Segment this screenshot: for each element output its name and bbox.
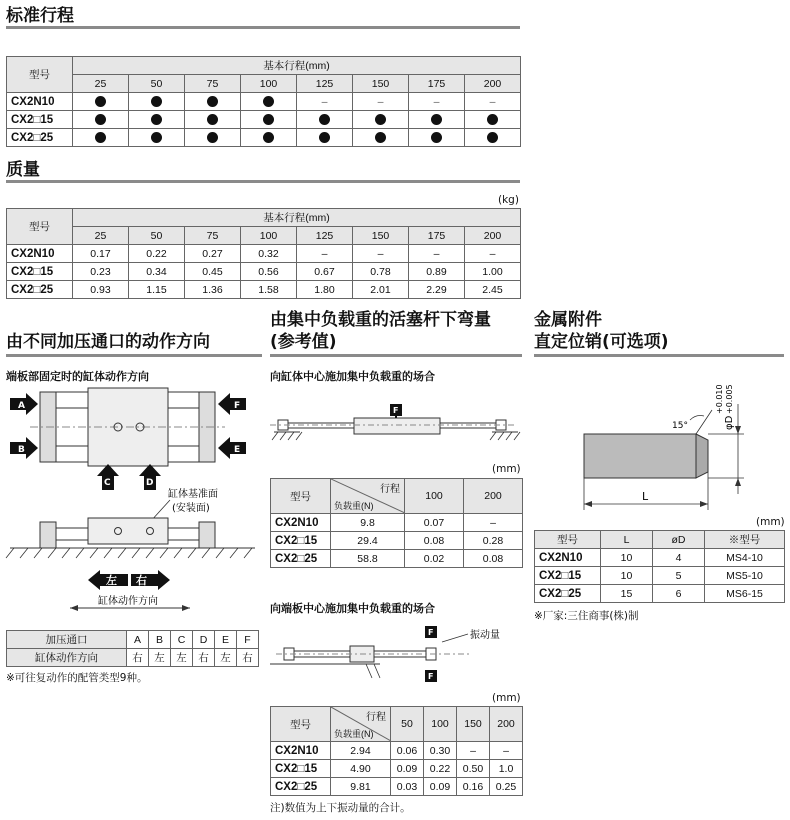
availability-cell	[185, 111, 241, 129]
available-dot	[151, 132, 162, 143]
availability-cell	[409, 129, 465, 147]
stroke-cell: 25	[73, 227, 129, 245]
availability-cell	[73, 93, 129, 111]
stroke-cell: 25	[73, 75, 129, 93]
mass-cell: –	[465, 245, 521, 263]
deflection-note: 注)数值为上下振动量的合计。	[270, 802, 411, 814]
direction-title: 由不同加压通口的动作方向	[6, 332, 210, 352]
deflection-cell: 0.50	[457, 760, 490, 778]
unavailable-dash: –	[321, 95, 328, 108]
stroke-cell: 150	[353, 75, 409, 93]
end-load-body	[271, 742, 523, 796]
table-row	[271, 760, 523, 778]
deflection-cell: 0.07	[405, 514, 464, 532]
availability-cell	[185, 93, 241, 111]
standard-stroke-title: 标准行程	[6, 6, 74, 26]
direction-cell: 右	[237, 649, 259, 667]
deflection-cell: –	[490, 742, 523, 760]
available-dot	[95, 96, 106, 107]
ref-surface-sub: (安装面)	[172, 503, 210, 514]
mass-cell: 2.29	[409, 281, 465, 299]
force-label: F	[393, 406, 399, 415]
center-load-diagram	[270, 398, 522, 456]
direction-cell: 右	[127, 649, 149, 667]
stroke-header: 基本行程(mm)	[73, 57, 521, 75]
table-header-row	[7, 209, 521, 227]
stroke-header: 行程	[380, 484, 400, 495]
deflection-sub1: 向缸体中心施加集中负载重的场合	[270, 370, 435, 383]
table-row	[7, 281, 521, 299]
direction-table	[6, 630, 259, 667]
table-row	[7, 111, 521, 129]
availability-cell	[353, 111, 409, 129]
mass-cell: 2.45	[465, 281, 521, 299]
load-header: 负载重(N)	[334, 729, 374, 739]
direction-note: ※可往复动作的配管类型9种。	[6, 672, 148, 684]
pin-cell: MS6-15	[705, 585, 785, 603]
port-cell: B	[149, 631, 171, 649]
availability-cell	[185, 129, 241, 147]
stroke-row	[7, 75, 521, 93]
availability-cell	[73, 129, 129, 147]
available-dot	[375, 114, 386, 125]
table-header-row	[535, 531, 785, 549]
mass-cell: 0.89	[409, 263, 465, 281]
pin-cell: 5	[653, 567, 705, 585]
deflection-cell: 1.0	[490, 760, 523, 778]
pin-header: ※型号	[705, 531, 785, 549]
stroke-header: 行程	[366, 712, 386, 723]
tol-lower: +0.005	[725, 384, 734, 414]
load-cell: 58.8	[331, 550, 405, 568]
model-cell: CX2□25	[271, 550, 331, 568]
deflection-cell: 0.25	[490, 778, 523, 796]
stroke-cell: 75	[185, 75, 241, 93]
mass-cell: 1.80	[297, 281, 353, 299]
availability-cell	[129, 93, 185, 111]
table-row	[271, 742, 523, 760]
stroke-cell: 200	[490, 707, 523, 742]
table-row	[7, 263, 521, 281]
availability-cell	[409, 111, 465, 129]
ref-surface-label: 缸体基准面	[168, 489, 218, 500]
deflection-cell: 0.09	[424, 778, 457, 796]
deflection-cell: 0.02	[405, 550, 464, 568]
stroke-cell: 100	[405, 479, 464, 514]
table-row	[7, 631, 259, 649]
table-row	[7, 245, 521, 263]
stroke-cell: 75	[185, 227, 241, 245]
model-cell: CX2□25	[7, 129, 73, 147]
mass-cell: –	[409, 245, 465, 263]
pin-cell: 4	[653, 549, 705, 567]
deflection-cell: 0.03	[391, 778, 424, 796]
mass-cell: 0.56	[241, 263, 297, 281]
available-dot	[207, 96, 218, 107]
table-row	[271, 514, 523, 532]
table-row	[535, 549, 785, 567]
diagonal-header-cell	[331, 479, 405, 514]
table-row	[271, 550, 523, 568]
tol-upper: +0.010	[715, 384, 724, 414]
table-header-row	[271, 479, 523, 514]
stroke-cell: 125	[297, 227, 353, 245]
pin-table	[534, 530, 785, 603]
direction-cell: 左	[215, 649, 237, 667]
unavailable-dash: –	[489, 95, 496, 108]
availability-cell	[241, 111, 297, 129]
available-dot	[431, 132, 442, 143]
vibration-label: 振动量	[470, 630, 500, 641]
table-row	[7, 93, 521, 111]
deflection-cell: –	[464, 514, 523, 532]
stroke-cell: 175	[409, 227, 465, 245]
stroke-header: 基本行程(mm)	[73, 209, 521, 227]
availability-cell	[129, 129, 185, 147]
port-b-label: B	[18, 445, 25, 455]
deflection-unit1: (mm)	[492, 463, 521, 475]
availability-cell	[241, 129, 297, 147]
title-underline	[534, 354, 784, 357]
stroke-row	[7, 227, 521, 245]
model-cell: CX2□15	[7, 111, 73, 129]
mass-cell: 0.45	[185, 263, 241, 281]
load-cell: 9.81	[331, 778, 391, 796]
pin-body	[535, 549, 785, 603]
pin-header: øD	[653, 531, 705, 549]
availability-cell	[353, 93, 409, 111]
end-load-diagram	[270, 620, 522, 686]
port-f-label: F	[234, 401, 241, 411]
stroke-cell: 175	[409, 75, 465, 93]
direction-cell: 右	[193, 649, 215, 667]
pin-cell: 6	[653, 585, 705, 603]
mass-cell: 1.00	[465, 263, 521, 281]
mass-body	[7, 245, 521, 299]
model-header: 型号	[7, 57, 73, 93]
pin-cell: MS4-10	[705, 549, 785, 567]
model-cell: CX2N10	[7, 245, 73, 263]
model-cell: CX2□15	[7, 263, 73, 281]
mass-cell: 0.34	[129, 263, 185, 281]
stroke-cell: 200	[464, 479, 523, 514]
model-cell: CX2N10	[7, 93, 73, 111]
mass-cell: 0.23	[73, 263, 129, 281]
table-row	[7, 129, 521, 147]
deflection-cell: 0.08	[464, 550, 523, 568]
deflection-cell: 0.22	[424, 760, 457, 778]
stroke-cell: 200	[465, 227, 521, 245]
pin-cell: 15	[601, 585, 653, 603]
mass-cell: 0.93	[73, 281, 129, 299]
mass-cell: 1.58	[241, 281, 297, 299]
center-load-table	[270, 478, 523, 568]
availability-cell	[297, 129, 353, 147]
load-cell: 4.90	[331, 760, 391, 778]
available-dot	[487, 114, 498, 125]
available-dot	[319, 132, 330, 143]
available-dot	[375, 132, 386, 143]
mass-cell: 2.01	[353, 281, 409, 299]
stroke-cell: 50	[129, 75, 185, 93]
availability-cell	[297, 111, 353, 129]
end-load-table	[270, 706, 523, 796]
availability-cell	[409, 93, 465, 111]
diagonal-header-cell	[331, 707, 391, 742]
load-cell: 29.4	[331, 532, 405, 550]
pin-note: ※厂家:三住商事(株)制	[534, 610, 639, 622]
stroke-cell: 125	[297, 75, 353, 93]
stroke-cell: 50	[129, 227, 185, 245]
deflection-cell: 0.08	[405, 532, 464, 550]
availability-cell	[73, 111, 129, 129]
title-underline	[270, 354, 522, 357]
move-direction-label: 缸体动作方向	[98, 596, 158, 607]
title-underline	[6, 26, 520, 29]
row-label: 加压通口	[7, 631, 127, 649]
available-dot	[263, 96, 274, 107]
table-row	[271, 532, 523, 550]
load-header: 负载重(N)	[334, 501, 374, 511]
model-cell: CX2N10	[271, 514, 331, 532]
available-dot	[151, 114, 162, 125]
available-dot	[431, 114, 442, 125]
deflection-sub2: 向端板中心施加集中负载重的场合	[270, 602, 435, 615]
stroke-cell: 200	[465, 75, 521, 93]
port-cell: C	[171, 631, 193, 649]
model-cell: CX2N10	[271, 742, 331, 760]
row-label: 缸体动作方向	[7, 649, 127, 667]
mass-cell: 0.17	[73, 245, 129, 263]
port-cell: D	[193, 631, 215, 649]
pin-cell: MS5-10	[705, 567, 785, 585]
port-cell: A	[127, 631, 149, 649]
mass-cell: 0.32	[241, 245, 297, 263]
load-cell: 9.8	[331, 514, 405, 532]
table-row	[535, 567, 785, 585]
stroke-cell: 100	[241, 75, 297, 93]
table-header-row	[271, 707, 523, 742]
port-d-label: D	[146, 478, 154, 488]
mass-table	[6, 208, 521, 299]
dim-phi: φD	[724, 415, 735, 430]
force-label-top: F	[428, 628, 434, 637]
model-cell: CX2□25	[7, 281, 73, 299]
standard-stroke-body	[7, 93, 521, 147]
available-dot	[263, 114, 274, 125]
pin-cell: 10	[601, 567, 653, 585]
direction-subtitle: 端板部固定时的缸体动作方向	[6, 370, 149, 383]
model-cell: CX2N10	[535, 549, 601, 567]
mass-cell: 1.15	[129, 281, 185, 299]
deflection-title: 由集中负载重的活塞杆下弯量	[270, 310, 491, 330]
available-dot	[319, 114, 330, 125]
availability-cell	[353, 129, 409, 147]
deflection-unit2: (mm)	[492, 692, 521, 704]
model-cell: CX2□25	[535, 585, 601, 603]
available-dot	[487, 132, 498, 143]
title-underline	[6, 354, 262, 357]
model-cell: CX2□15	[535, 567, 601, 585]
mass-cell: 0.27	[185, 245, 241, 263]
availability-cell	[241, 93, 297, 111]
mass-cell: 1.36	[185, 281, 241, 299]
mass-cell: 0.67	[297, 263, 353, 281]
deflection-cell: 0.28	[464, 532, 523, 550]
available-dot	[263, 132, 274, 143]
mass-cell: 0.78	[353, 263, 409, 281]
stroke-cell: 150	[457, 707, 490, 742]
unavailable-dash: –	[433, 95, 440, 108]
center-load-body	[271, 514, 523, 568]
cylinder-direction-diagram	[0, 382, 262, 614]
port-cell: E	[215, 631, 237, 649]
stroke-cell: 50	[391, 707, 424, 742]
table-row	[271, 778, 523, 796]
deflection-cell: 0.06	[391, 742, 424, 760]
standard-stroke-table	[6, 56, 521, 147]
available-dot	[207, 132, 218, 143]
direction-body	[7, 631, 259, 667]
model-header: 型号	[7, 209, 73, 245]
pin-unit: (mm)	[756, 516, 785, 528]
mass-cell: 0.22	[129, 245, 185, 263]
available-dot	[95, 114, 106, 125]
pin-title-2: 直定位销(可选项)	[534, 332, 669, 352]
pin-header: 型号	[535, 531, 601, 549]
force-label-bottom: F	[428, 672, 434, 681]
pin-title: 金属附件	[534, 310, 602, 330]
available-dot	[95, 132, 106, 143]
table-row	[7, 649, 259, 667]
table-header-row	[7, 57, 521, 75]
deflection-cell: 0.30	[424, 742, 457, 760]
direction-cell: 左	[171, 649, 193, 667]
available-dot	[151, 96, 162, 107]
availability-cell	[465, 129, 521, 147]
availability-cell	[297, 93, 353, 111]
deflection-cell: –	[457, 742, 490, 760]
table-row	[535, 585, 785, 603]
model-cell: CX2□15	[271, 532, 331, 550]
mass-cell: –	[353, 245, 409, 263]
unavailable-dash: –	[377, 95, 384, 108]
mass-unit: (kg)	[498, 194, 519, 206]
mass-cell: –	[297, 245, 353, 263]
availability-cell	[465, 111, 521, 129]
stroke-cell: 100	[241, 227, 297, 245]
right-label: 右	[136, 574, 147, 587]
deflection-cell: 0.09	[391, 760, 424, 778]
model-cell: CX2□15	[271, 760, 331, 778]
stroke-cell: 150	[353, 227, 409, 245]
model-header: 型号	[271, 707, 331, 742]
deflection-title-2: (参考值)	[270, 332, 337, 352]
load-cell: 2.94	[331, 742, 391, 760]
mass-title: 质量	[6, 160, 40, 180]
left-label: 左	[106, 574, 117, 587]
title-underline	[6, 180, 520, 183]
availability-cell	[465, 93, 521, 111]
direction-cell: 左	[149, 649, 171, 667]
pin-cell: 10	[601, 549, 653, 567]
pin-header: L	[601, 531, 653, 549]
port-a-label: A	[18, 401, 25, 411]
stroke-cell: 100	[424, 707, 457, 742]
model-header: 型号	[271, 479, 331, 514]
angle-label: 15°	[672, 421, 688, 431]
port-c-label: C	[104, 478, 111, 488]
port-cell: F	[237, 631, 259, 649]
port-e-label: E	[234, 445, 241, 455]
availability-cell	[129, 111, 185, 129]
positioning-pin-diagram	[534, 364, 784, 514]
model-cell: CX2□25	[271, 778, 331, 796]
deflection-cell: 0.16	[457, 778, 490, 796]
available-dot	[207, 114, 218, 125]
dim-l: L	[642, 490, 649, 503]
